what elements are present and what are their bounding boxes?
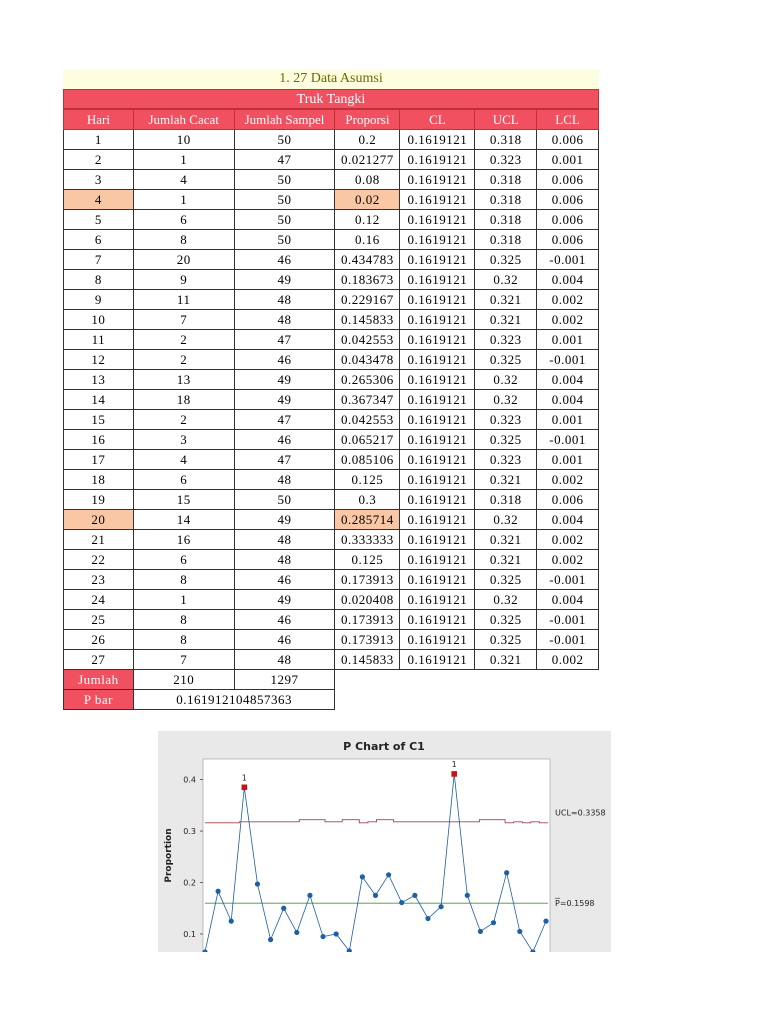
cell-jumlah-cacat: 6 bbox=[133, 470, 234, 490]
cell-lcl: 0.006 bbox=[537, 230, 599, 250]
cell-proporsi: 0.434783 bbox=[335, 250, 400, 270]
cell-proporsi: 0.16 bbox=[335, 230, 400, 250]
cell-hari: 27 bbox=[64, 650, 134, 670]
cell-cl: 0.1619121 bbox=[400, 250, 475, 270]
data-point bbox=[229, 919, 234, 924]
cell-jumlah-cacat: 2 bbox=[133, 410, 234, 430]
cell-hari: 6 bbox=[64, 230, 134, 250]
cell-proporsi: 0.2 bbox=[335, 130, 400, 150]
cell-ucl: 0.325 bbox=[475, 570, 537, 590]
cell-cl: 0.1619121 bbox=[400, 470, 475, 490]
cell-proporsi: 0.12 bbox=[335, 210, 400, 230]
cell-ucl: 0.321 bbox=[475, 310, 537, 330]
cell-proporsi: 0.3 bbox=[335, 490, 400, 510]
cell-jumlah-sampel: 50 bbox=[234, 210, 335, 230]
cell-jumlah-cacat: 1 bbox=[133, 190, 234, 210]
cell-cl: 0.1619121 bbox=[400, 170, 475, 190]
cell-proporsi: 0.085106 bbox=[335, 450, 400, 470]
cell-ucl: 0.325 bbox=[475, 610, 537, 630]
cell-jumlah-cacat: 18 bbox=[133, 390, 234, 410]
table-row bbox=[64, 150, 599, 170]
data-table-section bbox=[63, 69, 599, 710]
cell-ucl: 0.32 bbox=[475, 370, 537, 390]
cell-ucl: 0.323 bbox=[475, 330, 537, 350]
cell-jumlah-sampel: 48 bbox=[234, 650, 335, 670]
cell-cl: 0.1619121 bbox=[400, 350, 475, 370]
cell-jumlah-cacat: 7 bbox=[133, 650, 234, 670]
cell-ucl: 0.321 bbox=[475, 550, 537, 570]
table-row bbox=[64, 650, 599, 670]
cell-hari: 20 bbox=[64, 510, 134, 530]
cell-jumlah-sampel: 49 bbox=[234, 590, 335, 610]
cell-lcl: 0.006 bbox=[537, 210, 599, 230]
cell-hari: 4 bbox=[64, 190, 134, 210]
cell-cl: 0.1619121 bbox=[400, 550, 475, 570]
data-point bbox=[255, 881, 260, 886]
table-row bbox=[64, 270, 599, 290]
cell-hari: 25 bbox=[64, 610, 134, 630]
out-of-control-point bbox=[451, 771, 457, 777]
cell-cl: 0.1619121 bbox=[400, 590, 475, 610]
table-row bbox=[64, 310, 599, 330]
header-jumlah-cacat: Jumlah Cacat bbox=[133, 110, 234, 130]
data-point bbox=[478, 929, 483, 934]
empty-cell bbox=[335, 670, 599, 690]
data-point bbox=[334, 931, 339, 936]
cell-lcl: 0.001 bbox=[537, 150, 599, 170]
cell-lcl: 0.006 bbox=[537, 490, 599, 510]
total-cacat: 210 bbox=[133, 670, 234, 690]
cell-jumlah-sampel: 50 bbox=[234, 130, 335, 150]
data-table bbox=[63, 109, 599, 710]
table-row bbox=[64, 210, 599, 230]
cell-jumlah-cacat: 11 bbox=[133, 290, 234, 310]
cell-ucl: 0.323 bbox=[475, 150, 537, 170]
cell-jumlah-cacat: 3 bbox=[133, 430, 234, 450]
data-point bbox=[320, 934, 325, 939]
cell-hari: 14 bbox=[64, 390, 134, 410]
cell-jumlah-cacat: 8 bbox=[133, 610, 234, 630]
cell-ucl: 0.32 bbox=[475, 390, 537, 410]
cell-lcl: 0.002 bbox=[537, 290, 599, 310]
data-point bbox=[360, 874, 365, 879]
cell-lcl: 0.002 bbox=[537, 550, 599, 570]
cell-jumlah-sampel: 50 bbox=[234, 190, 335, 210]
table-row bbox=[64, 610, 599, 630]
data-point bbox=[386, 872, 391, 877]
cell-jumlah-sampel: 49 bbox=[234, 390, 335, 410]
pbar-row bbox=[64, 690, 599, 710]
cell-lcl: 0.004 bbox=[537, 370, 599, 390]
cell-cl: 0.1619121 bbox=[400, 290, 475, 310]
p-chart-svg bbox=[158, 731, 611, 952]
cell-proporsi: 0.173913 bbox=[335, 570, 400, 590]
cell-jumlah-cacat: 20 bbox=[133, 250, 234, 270]
cell-lcl: 0.002 bbox=[537, 650, 599, 670]
ucl-label: UCL=0.3358 bbox=[555, 808, 606, 818]
cell-cl: 0.1619121 bbox=[400, 130, 475, 150]
cell-jumlah-sampel: 46 bbox=[234, 350, 335, 370]
table-row bbox=[64, 470, 599, 490]
cell-cl: 0.1619121 bbox=[400, 570, 475, 590]
cell-proporsi: 0.183673 bbox=[335, 270, 400, 290]
data-point bbox=[491, 920, 496, 925]
table-row bbox=[64, 630, 599, 650]
cell-jumlah-sampel: 50 bbox=[234, 230, 335, 250]
cell-cl: 0.1619121 bbox=[400, 330, 475, 350]
cell-jumlah-sampel: 49 bbox=[234, 510, 335, 530]
cell-hari: 24 bbox=[64, 590, 134, 610]
cell-proporsi: 0.285714 bbox=[335, 510, 400, 530]
cell-hari: 21 bbox=[64, 530, 134, 550]
table-row bbox=[64, 590, 599, 610]
total-label: Jumlah bbox=[64, 670, 134, 690]
table-row bbox=[64, 230, 599, 250]
header-ucl: UCL bbox=[475, 110, 537, 130]
data-point bbox=[438, 904, 443, 909]
table-row bbox=[64, 130, 599, 150]
y-tick-label: 0.2 bbox=[183, 878, 196, 888]
cell-hari: 17 bbox=[64, 450, 134, 470]
cell-jumlah-cacat: 15 bbox=[133, 490, 234, 510]
cell-proporsi: 0.065217 bbox=[335, 430, 400, 450]
cell-lcl: -0.001 bbox=[537, 350, 599, 370]
cell-cl: 0.1619121 bbox=[400, 450, 475, 470]
table-subtitle: Truk Tangki bbox=[63, 89, 599, 109]
cell-jumlah-cacat: 10 bbox=[133, 130, 234, 150]
cell-jumlah-sampel: 46 bbox=[234, 610, 335, 630]
cell-cl: 0.1619121 bbox=[400, 370, 475, 390]
cell-proporsi: 0.333333 bbox=[335, 530, 400, 550]
data-point bbox=[268, 937, 273, 942]
cell-hari: 11 bbox=[64, 330, 134, 350]
cell-hari: 23 bbox=[64, 570, 134, 590]
cell-cl: 0.1619121 bbox=[400, 650, 475, 670]
cell-cl: 0.1619121 bbox=[400, 530, 475, 550]
cell-hari: 10 bbox=[64, 310, 134, 330]
cell-cl: 0.1619121 bbox=[400, 150, 475, 170]
out-of-control-point bbox=[242, 785, 248, 791]
cl-label: P=0.1598 bbox=[555, 899, 595, 909]
cell-proporsi: 0.125 bbox=[335, 550, 400, 570]
cell-jumlah-sampel: 46 bbox=[234, 250, 335, 270]
cell-proporsi: 0.042553 bbox=[335, 410, 400, 430]
table-row bbox=[64, 490, 599, 510]
cell-lcl: 0.002 bbox=[537, 530, 599, 550]
cell-jumlah-cacat: 13 bbox=[133, 370, 234, 390]
cell-lcl: -0.001 bbox=[537, 570, 599, 590]
cell-lcl: -0.001 bbox=[537, 630, 599, 650]
cell-ucl: 0.323 bbox=[475, 410, 537, 430]
cell-hari: 15 bbox=[64, 410, 134, 430]
cell-ucl: 0.318 bbox=[475, 230, 537, 250]
header-proporsi: Proporsi bbox=[335, 110, 400, 130]
cell-jumlah-sampel: 48 bbox=[234, 310, 335, 330]
data-point bbox=[399, 900, 404, 905]
cell-proporsi: 0.021277 bbox=[335, 150, 400, 170]
cell-cl: 0.1619121 bbox=[400, 230, 475, 250]
cell-cl: 0.1619121 bbox=[400, 490, 475, 510]
cell-lcl: 0.002 bbox=[537, 470, 599, 490]
cell-hari: 13 bbox=[64, 370, 134, 390]
cell-jumlah-sampel: 48 bbox=[234, 550, 335, 570]
cell-hari: 18 bbox=[64, 470, 134, 490]
data-point bbox=[412, 893, 417, 898]
out-of-control-marker: 1 bbox=[241, 773, 247, 783]
cell-ucl: 0.321 bbox=[475, 290, 537, 310]
cell-cl: 0.1619121 bbox=[400, 390, 475, 410]
cell-proporsi: 0.02 bbox=[335, 190, 400, 210]
cell-jumlah-cacat: 14 bbox=[133, 510, 234, 530]
y-tick-label: 0.4 bbox=[183, 775, 196, 785]
cell-hari: 2 bbox=[64, 150, 134, 170]
cell-lcl: 0.006 bbox=[537, 170, 599, 190]
cell-jumlah-sampel: 47 bbox=[234, 410, 335, 430]
cell-ucl: 0.325 bbox=[475, 430, 537, 450]
cell-hari: 8 bbox=[64, 270, 134, 290]
y-tick-label: 0.3 bbox=[183, 827, 196, 837]
cell-proporsi: 0.173913 bbox=[335, 610, 400, 630]
data-point bbox=[504, 870, 509, 875]
cell-proporsi: 0.229167 bbox=[335, 290, 400, 310]
cell-cl: 0.1619121 bbox=[400, 270, 475, 290]
cell-cl: 0.1619121 bbox=[400, 430, 475, 450]
cell-proporsi: 0.043478 bbox=[335, 350, 400, 370]
pbar-label: P bar bbox=[64, 690, 134, 710]
cell-cl: 0.1619121 bbox=[400, 310, 475, 330]
cell-ucl: 0.318 bbox=[475, 170, 537, 190]
cell-jumlah-sampel: 49 bbox=[234, 370, 335, 390]
cell-hari: 7 bbox=[64, 250, 134, 270]
out-of-control-marker: 1 bbox=[451, 759, 457, 769]
table-row bbox=[64, 410, 599, 430]
cell-proporsi: 0.020408 bbox=[335, 590, 400, 610]
cell-jumlah-cacat: 7 bbox=[133, 310, 234, 330]
cell-proporsi: 0.367347 bbox=[335, 390, 400, 410]
cell-jumlah-cacat: 2 bbox=[133, 330, 234, 350]
data-point bbox=[307, 893, 312, 898]
cell-proporsi: 0.125 bbox=[335, 470, 400, 490]
table-header-row bbox=[64, 110, 599, 130]
data-point bbox=[294, 930, 299, 935]
table-row bbox=[64, 370, 599, 390]
total-row bbox=[64, 670, 599, 690]
cell-hari: 3 bbox=[64, 170, 134, 190]
chart-title: P Chart of C1 bbox=[343, 740, 425, 753]
cell-hari: 5 bbox=[64, 210, 134, 230]
table-row bbox=[64, 510, 599, 530]
cell-lcl: 0.004 bbox=[537, 590, 599, 610]
table-title: 1. 27 Data Asumsi bbox=[63, 69, 599, 89]
cell-lcl: -0.001 bbox=[537, 430, 599, 450]
pbar-value: 0.161912104857363 bbox=[133, 690, 335, 710]
header-lcl: LCL bbox=[537, 110, 599, 130]
cell-jumlah-sampel: 48 bbox=[234, 470, 335, 490]
cell-ucl: 0.325 bbox=[475, 630, 537, 650]
cell-ucl: 0.325 bbox=[475, 250, 537, 270]
cell-lcl: 0.001 bbox=[537, 410, 599, 430]
cell-jumlah-sampel: 47 bbox=[234, 330, 335, 350]
cell-lcl: 0.004 bbox=[537, 390, 599, 410]
cell-ucl: 0.32 bbox=[475, 590, 537, 610]
cell-proporsi: 0.042553 bbox=[335, 330, 400, 350]
cell-hari: 22 bbox=[64, 550, 134, 570]
table-row bbox=[64, 250, 599, 270]
cell-ucl: 0.32 bbox=[475, 270, 537, 290]
header-jumlah-sampel: Jumlah Sampel bbox=[234, 110, 335, 130]
table-row bbox=[64, 350, 599, 370]
cell-proporsi: 0.145833 bbox=[335, 650, 400, 670]
cell-lcl: -0.001 bbox=[537, 250, 599, 270]
cell-jumlah-cacat: 9 bbox=[133, 270, 234, 290]
cell-proporsi: 0.265306 bbox=[335, 370, 400, 390]
cell-jumlah-cacat: 6 bbox=[133, 210, 234, 230]
cell-ucl: 0.321 bbox=[475, 470, 537, 490]
cell-jumlah-cacat: 4 bbox=[133, 170, 234, 190]
cell-cl: 0.1619121 bbox=[400, 610, 475, 630]
cell-jumlah-cacat: 1 bbox=[133, 590, 234, 610]
cell-jumlah-cacat: 16 bbox=[133, 530, 234, 550]
cell-jumlah-sampel: 46 bbox=[234, 570, 335, 590]
cell-lcl: 0.006 bbox=[537, 190, 599, 210]
cell-ucl: 0.321 bbox=[475, 530, 537, 550]
y-axis-label: Proportion bbox=[164, 828, 174, 883]
table-row bbox=[64, 290, 599, 310]
cell-jumlah-cacat: 1 bbox=[133, 150, 234, 170]
cell-ucl: 0.323 bbox=[475, 450, 537, 470]
cell-hari: 16 bbox=[64, 430, 134, 450]
table-row bbox=[64, 450, 599, 470]
cell-cl: 0.1619121 bbox=[400, 410, 475, 430]
cell-lcl: 0.006 bbox=[537, 130, 599, 150]
table-row bbox=[64, 390, 599, 410]
cell-jumlah-cacat: 8 bbox=[133, 630, 234, 650]
cell-jumlah-sampel: 46 bbox=[234, 630, 335, 650]
cell-jumlah-cacat: 4 bbox=[133, 450, 234, 470]
cell-hari: 9 bbox=[64, 290, 134, 310]
cell-ucl: 0.325 bbox=[475, 350, 537, 370]
data-point bbox=[465, 893, 470, 898]
cell-jumlah-sampel: 46 bbox=[234, 430, 335, 450]
cell-jumlah-cacat: 2 bbox=[133, 350, 234, 370]
cell-jumlah-sampel: 50 bbox=[234, 170, 335, 190]
data-point bbox=[216, 889, 221, 894]
cell-lcl: 0.001 bbox=[537, 330, 599, 350]
data-point bbox=[373, 893, 378, 898]
data-point bbox=[281, 906, 286, 911]
header-cl: CL bbox=[400, 110, 475, 130]
table-row bbox=[64, 570, 599, 590]
empty-cell bbox=[335, 690, 599, 710]
cell-lcl: 0.004 bbox=[537, 510, 599, 530]
cell-ucl: 0.318 bbox=[475, 190, 537, 210]
cell-jumlah-cacat: 6 bbox=[133, 550, 234, 570]
cell-jumlah-cacat: 8 bbox=[133, 230, 234, 250]
y-tick-label: 0.1 bbox=[183, 929, 196, 939]
total-sampel: 1297 bbox=[234, 670, 335, 690]
cell-hari: 26 bbox=[64, 630, 134, 650]
cell-jumlah-sampel: 50 bbox=[234, 490, 335, 510]
data-point bbox=[425, 916, 430, 921]
cell-proporsi: 0.08 bbox=[335, 170, 400, 190]
cell-ucl: 0.318 bbox=[475, 130, 537, 150]
cell-ucl: 0.318 bbox=[475, 490, 537, 510]
cell-lcl: 0.001 bbox=[537, 450, 599, 470]
cell-ucl: 0.321 bbox=[475, 650, 537, 670]
data-point bbox=[517, 929, 522, 934]
header-hari: Hari bbox=[64, 110, 134, 130]
cell-proporsi: 0.145833 bbox=[335, 310, 400, 330]
cell-cl: 0.1619121 bbox=[400, 630, 475, 650]
data-point bbox=[543, 919, 548, 924]
cell-lcl: -0.001 bbox=[537, 610, 599, 630]
cell-jumlah-sampel: 48 bbox=[234, 290, 335, 310]
table-row bbox=[64, 530, 599, 550]
table-row bbox=[64, 330, 599, 350]
cell-proporsi: 0.173913 bbox=[335, 630, 400, 650]
table-row bbox=[64, 550, 599, 570]
cell-ucl: 0.32 bbox=[475, 510, 537, 530]
cell-jumlah-sampel: 47 bbox=[234, 150, 335, 170]
p-chart bbox=[158, 731, 611, 952]
cell-hari: 1 bbox=[64, 130, 134, 150]
cell-jumlah-cacat: 8 bbox=[133, 570, 234, 590]
cell-lcl: 0.002 bbox=[537, 310, 599, 330]
table-row bbox=[64, 190, 599, 210]
cell-jumlah-sampel: 47 bbox=[234, 450, 335, 470]
plot-area bbox=[203, 759, 550, 952]
cell-lcl: 0.004 bbox=[537, 270, 599, 290]
cell-cl: 0.1619121 bbox=[400, 510, 475, 530]
table-row bbox=[64, 170, 599, 190]
table-row bbox=[64, 430, 599, 450]
cell-cl: 0.1619121 bbox=[400, 190, 475, 210]
cell-jumlah-sampel: 49 bbox=[234, 270, 335, 290]
cell-hari: 19 bbox=[64, 490, 134, 510]
cell-hari: 12 bbox=[64, 350, 134, 370]
cell-cl: 0.1619121 bbox=[400, 210, 475, 230]
cell-ucl: 0.318 bbox=[475, 210, 537, 230]
cell-jumlah-sampel: 48 bbox=[234, 530, 335, 550]
